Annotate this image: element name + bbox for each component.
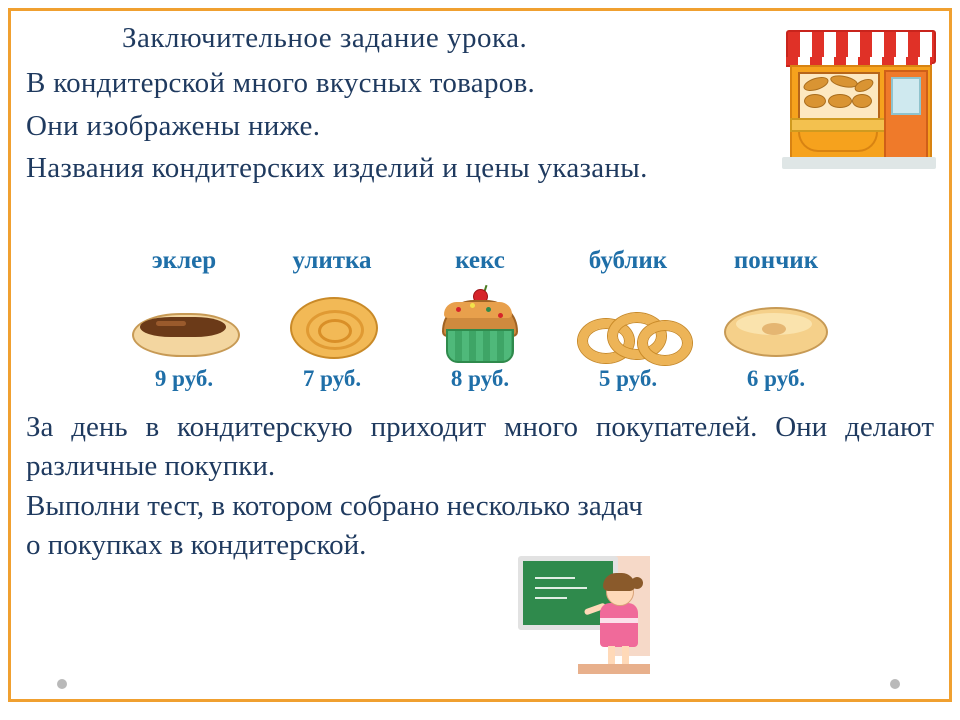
teacher-dress — [600, 603, 638, 647]
product-price: 7 руб. — [302, 366, 362, 391]
decorative-dot-left — [57, 679, 67, 689]
product-name: улитка — [292, 247, 372, 274]
teacher-leg — [608, 646, 615, 666]
sprinkle — [498, 313, 503, 318]
product-name: эклер — [151, 247, 217, 274]
sprinkle — [456, 307, 461, 312]
product-price: 9 руб. — [154, 366, 214, 391]
body-paragraph-3: о покупках в кондитерской. — [26, 529, 367, 562]
teacher-leg — [622, 646, 629, 666]
chalk-line — [535, 587, 587, 589]
product-image-cell — [406, 285, 554, 365]
product-price: 5 руб. — [598, 366, 658, 391]
frame-border-bottom — [8, 699, 952, 702]
eclair-shine — [156, 321, 186, 326]
teacher-blackboard-illustration — [518, 556, 650, 674]
product-image-cell — [554, 285, 702, 365]
body-paragraph-2: Выполни тест, в котором собрано несколько задач — [26, 489, 643, 522]
body-text-block — [26, 408, 934, 566]
bagel-ring — [638, 321, 692, 365]
frame-border-top — [8, 8, 952, 11]
intro-line-3: Названия кондитерских изделий и цены указаны. — [26, 152, 648, 185]
cupcake-liner — [446, 329, 514, 363]
product-images-row — [110, 285, 850, 365]
intro-line-2: Они изображены ниже. — [26, 109, 321, 142]
product-price: 6 руб. — [746, 366, 806, 391]
intro-line-1: В кондитерской много вкусных товаров. — [26, 67, 536, 99]
product-image-cell — [110, 285, 258, 365]
teacher-hair-bun — [631, 577, 643, 589]
cupcake-icon — [434, 289, 522, 361]
eclair-icon — [132, 313, 240, 357]
teacher-dress-stripe — [600, 618, 638, 623]
chalk-line — [535, 577, 575, 579]
classroom-floor — [578, 664, 650, 674]
snail-swirl-inner — [318, 319, 352, 343]
sprinkle — [486, 307, 491, 312]
product-image-cell — [258, 285, 406, 365]
product-name: пончик — [733, 247, 819, 274]
product-prices-row — [110, 366, 850, 392]
product-name: бублик — [588, 247, 668, 274]
bagel-icon — [576, 309, 680, 357]
text-block — [26, 22, 934, 192]
snail-bun-icon — [290, 297, 378, 359]
eclair-glaze — [140, 317, 226, 337]
body-paragraph-1: За день в кондитерскую приходит много покупателей. Они делают различные покупки. — [26, 411, 934, 483]
sprinkle — [470, 303, 475, 308]
product-names-row — [110, 247, 850, 275]
donut-icon — [724, 307, 828, 357]
chalk-line — [535, 597, 567, 599]
product-name: кекс — [455, 247, 505, 274]
product-image-cell — [702, 285, 850, 365]
page-title: Заключительное задание урока. — [122, 22, 528, 54]
frame-border-left — [8, 8, 11, 702]
decorative-dot-right — [890, 679, 900, 689]
product-price: 8 руб. — [450, 366, 510, 391]
donut-hole — [762, 323, 786, 335]
frame-border-right — [949, 8, 952, 702]
